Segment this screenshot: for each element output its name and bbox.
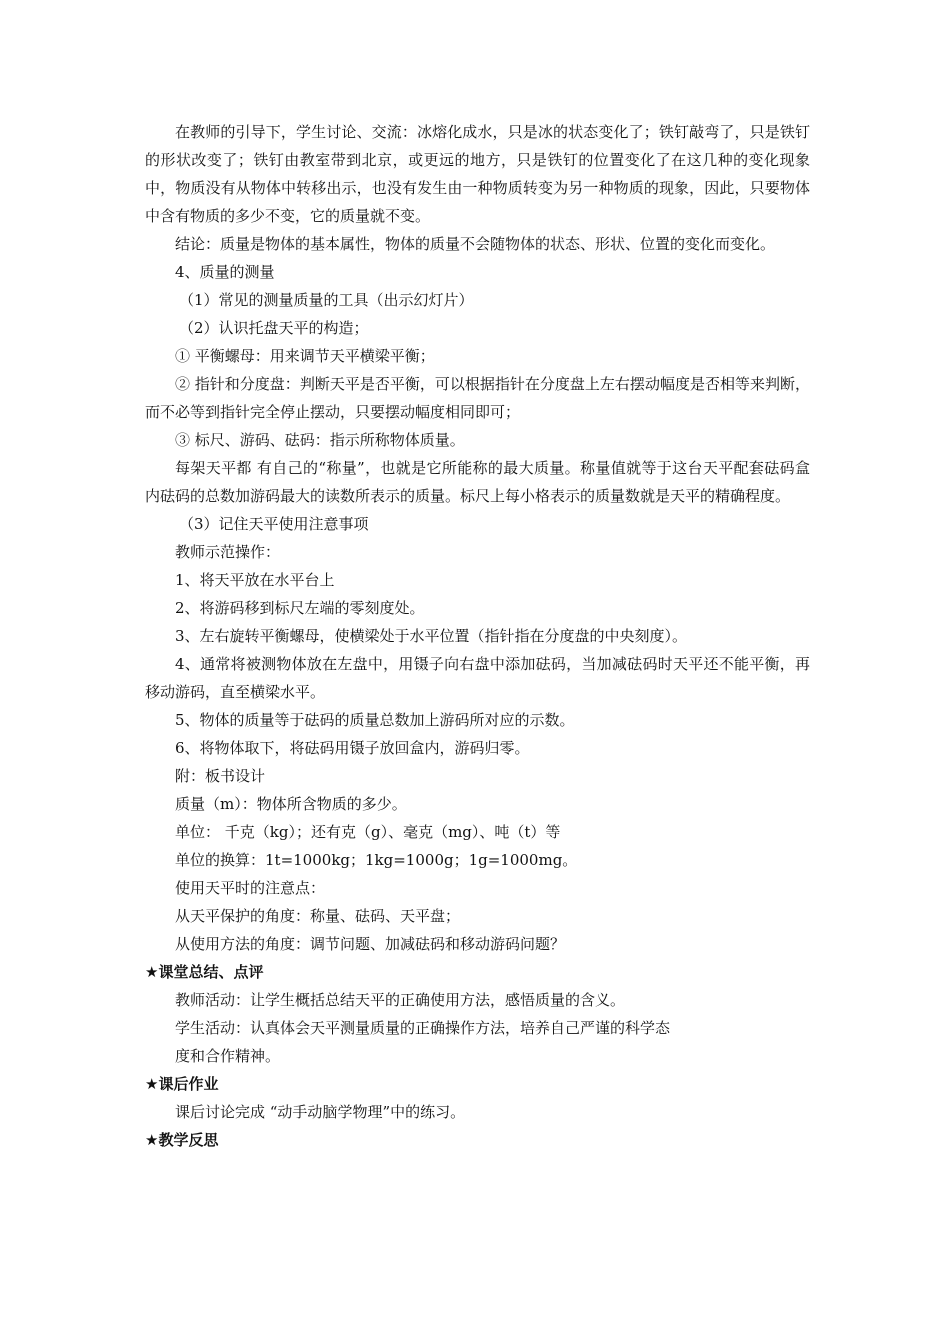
step-6: 6、将物体取下，将砝码用镊子放回盒内，游码归零。 [175, 739, 530, 757]
summary-student-activity-continued: 度和合作精神。 [175, 1047, 281, 1065]
board-design-title: 附：板书设计 [175, 767, 266, 785]
summary-student-activity: 学生活动：认真体会天平测量质量的正确操作方法，培养自己严谨的科学态 [175, 1019, 671, 1037]
board-line-method: 从使用方法的角度：调节问题、加减砝码和移动游码问题？ [175, 935, 566, 953]
step-5: 5、物体的质量等于砝码的质量总数加上游码所对应的示数。 [175, 711, 575, 729]
step-1: 1、将天平放在水平台上 [175, 571, 335, 589]
subsection-1: （1）常见的测量质量的工具（出示幻灯片） [179, 291, 474, 309]
balance-part-3: ③ 标尺、游码、砝码：指示所称物体质量。 [175, 431, 465, 449]
summary-heading: ★课堂总结、点评 [145, 963, 264, 981]
subsection-2: （2）认识托盘天平的构造； [179, 319, 369, 337]
balance-part-1: ① 平衡螺母：用来调节天平横梁平衡； [175, 347, 435, 365]
homework-heading: ★课后作业 [145, 1075, 219, 1093]
summary-teacher-activity: 教师活动：让学生概括总结天平的正确使用方法，感悟质量的含义。 [175, 991, 626, 1009]
discussion-paragraph: 在教师的引导下，学生讨论、交流：冰熔化成水，只是冰的状态变化了；铁钉敲弯了，只是铁钉的形状改变了；铁钉由教室带到北京，或更远的地方，只是铁钉的位置变化了在这几种的变化现象中，物质没有从物体中转移出示，也没有发生由一种物质转变为另一种物质的现象，因此，只要物体中含有物质的多少不变，它的质量就不变。 [145, 123, 810, 225]
capacity-paragraph: 每架天平都 有自己的“称量”，也就是它所能称的最大质量。称量值就等于这台天平配套砝码盒内砝码的总数加游码最大的读数所表示的质量。标尺上每小格表示的质量数就是天平的精确程度。 [145, 459, 810, 505]
step-4: 4、通常将被测物体放在左盘中，用镊子向右盘中添加砝码，当加减砝码时天平还不能平衡，再移动游码，直至横梁水平。 [145, 655, 810, 701]
step-3: 3、左右旋转平衡螺母，使横梁处于水平位置（指针指在分度盘的中央刻度）。 [175, 627, 688, 645]
board-line-definition: 质量（m）：物体所含物质的多少。 [175, 795, 407, 813]
reflection-heading: ★教学反思 [145, 1131, 219, 1149]
homework-line: 课后讨论完成 “动手动脑学物理”中的练习。 [175, 1103, 466, 1121]
board-line-protection: 从天平保护的角度：称量、砝码、天平盘； [175, 907, 461, 925]
step-2: 2、将游码移到标尺左端的零刻度处。 [175, 599, 425, 617]
section-4-title: 4、质量的测量 [175, 263, 275, 281]
conclusion-paragraph: 结论：质量是物体的基本属性，物体的质量不会随物体的状态、形状、位置的变化而变化。 [175, 235, 776, 253]
board-line-units: 单位： 千克（kg）；还有克（g）、毫克（mg）、吨（t）等 [175, 823, 561, 841]
board-line-conversion: 单位的换算：1t=1000kg；1kg=1000g；1g=1000mg。 [175, 851, 578, 869]
demo-title: 教师示范操作： [175, 543, 281, 561]
balance-part-2: ② 指针和分度盘：判断天平是否平衡，可以根据指针在分度盘上左右摆动幅度是否相等来判断，而不必等到指针完全停止摆动，只要摆动幅度相同即可； [145, 375, 810, 421]
subsection-3: （3）记住天平使用注意事项 [179, 515, 369, 533]
board-line-notes: 使用天平时的注意点： [175, 879, 326, 897]
document-body [145, 118, 810, 1154]
